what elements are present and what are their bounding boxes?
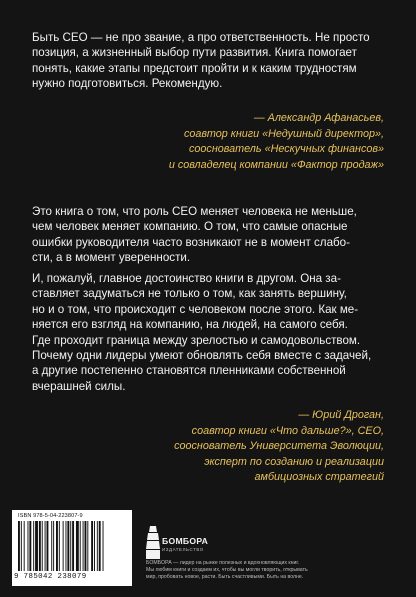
- text-line: Быть CEO — не про звание, а про ответственность. Не просто: [32, 31, 370, 44]
- text-line: понять, какие этапы предстоит пройти и к каким трудностям: [32, 61, 357, 75]
- slogan-line: БОМБОРА — лидер на рынке полезных и вдохновляющих книг.: [146, 560, 300, 566]
- isbn-label: ISBN 978-5-04-223807-9: [18, 513, 83, 519]
- text-line: нужно подготовиться. Рекомендую.: [32, 77, 223, 91]
- text-line: ошибки руководителя часто возникают не в момент слабо-: [32, 235, 350, 249]
- barcode: [12, 510, 132, 586]
- attribution-line: — Александр Афанасьев,: [253, 112, 384, 124]
- quote-1-paragraph: [32, 30, 385, 92]
- quote-1-attribution: [169, 111, 384, 173]
- attribution-line: эксперт по созданию и реализации: [204, 455, 384, 468]
- text-line: ставляет задуматься не только о том, как занять вершину,: [32, 287, 347, 301]
- text-line: а другие постепенно становятся пленниками собственной: [32, 364, 346, 378]
- text-line: сти, а в момент уверенности.: [32, 251, 191, 265]
- bombora-logo-icon: [146, 526, 160, 560]
- text-line: няется его взгляд на компанию, на людей, на самого себя.: [32, 318, 348, 332]
- attribution-line: соавтор книги «Что дальше?», CEO,: [191, 424, 384, 437]
- text-line: вчерашней силы.: [32, 379, 126, 393]
- publisher-subtitle: ИЗДАТЕЛЬСТВО: [162, 547, 204, 552]
- slogan-line: мир, пробовать новое, расти. Быть счастливыми. Быть на волне.: [146, 573, 304, 580]
- text-line: Где проходит граница между зрелостью и самодовольством.: [32, 333, 361, 347]
- quote-1-text: [32, 30, 385, 92]
- text-line: Почему одни лидеры умеют обновлять себя вместе с задачей,: [32, 349, 372, 363]
- publisher-name: БОМБОРА: [162, 536, 209, 546]
- attribution-line: — Юрий Дроган,: [298, 409, 384, 421]
- barcode-number: 9 785042 238079: [14, 573, 87, 581]
- text-line: И, пожалуй, главное достоинство книги в другом. Она за-: [32, 272, 341, 285]
- attribution-line: и совладелец компании «Фактор продаж»: [168, 158, 384, 171]
- cover-footer: [12, 510, 404, 592]
- attribution-line: соавтор книги «Недушный директор»,: [183, 127, 384, 140]
- attribution-line: сооснователь Университета Эволюции,: [174, 440, 384, 453]
- barcode-bars: [18, 521, 126, 573]
- text-line: но и о том, что происходит с человеком после этого. Как ме-: [32, 302, 359, 316]
- attribution-line: амбициозных стратегий: [254, 471, 384, 484]
- quote-2-attribution: [174, 408, 384, 486]
- slogan-line: Мы любим книги и создаем их, чтобы вы могли творить, открывать: [146, 566, 308, 573]
- text-line: позиция, а жизненный выбор пути развития. Книга помогает: [32, 46, 357, 60]
- quote-2-paragraph-1: [32, 204, 385, 266]
- text-line: Это книга о том, что роль CEO меняет человека не меньше,: [32, 205, 357, 218]
- attribution-line: сооснователь «Нескучных финансов»: [189, 143, 384, 156]
- publisher-slogan: [146, 560, 408, 580]
- text-line: чем человек меняет компанию. О том, что самые опасные: [32, 220, 348, 234]
- quote-2-paragraph-2: [32, 271, 385, 394]
